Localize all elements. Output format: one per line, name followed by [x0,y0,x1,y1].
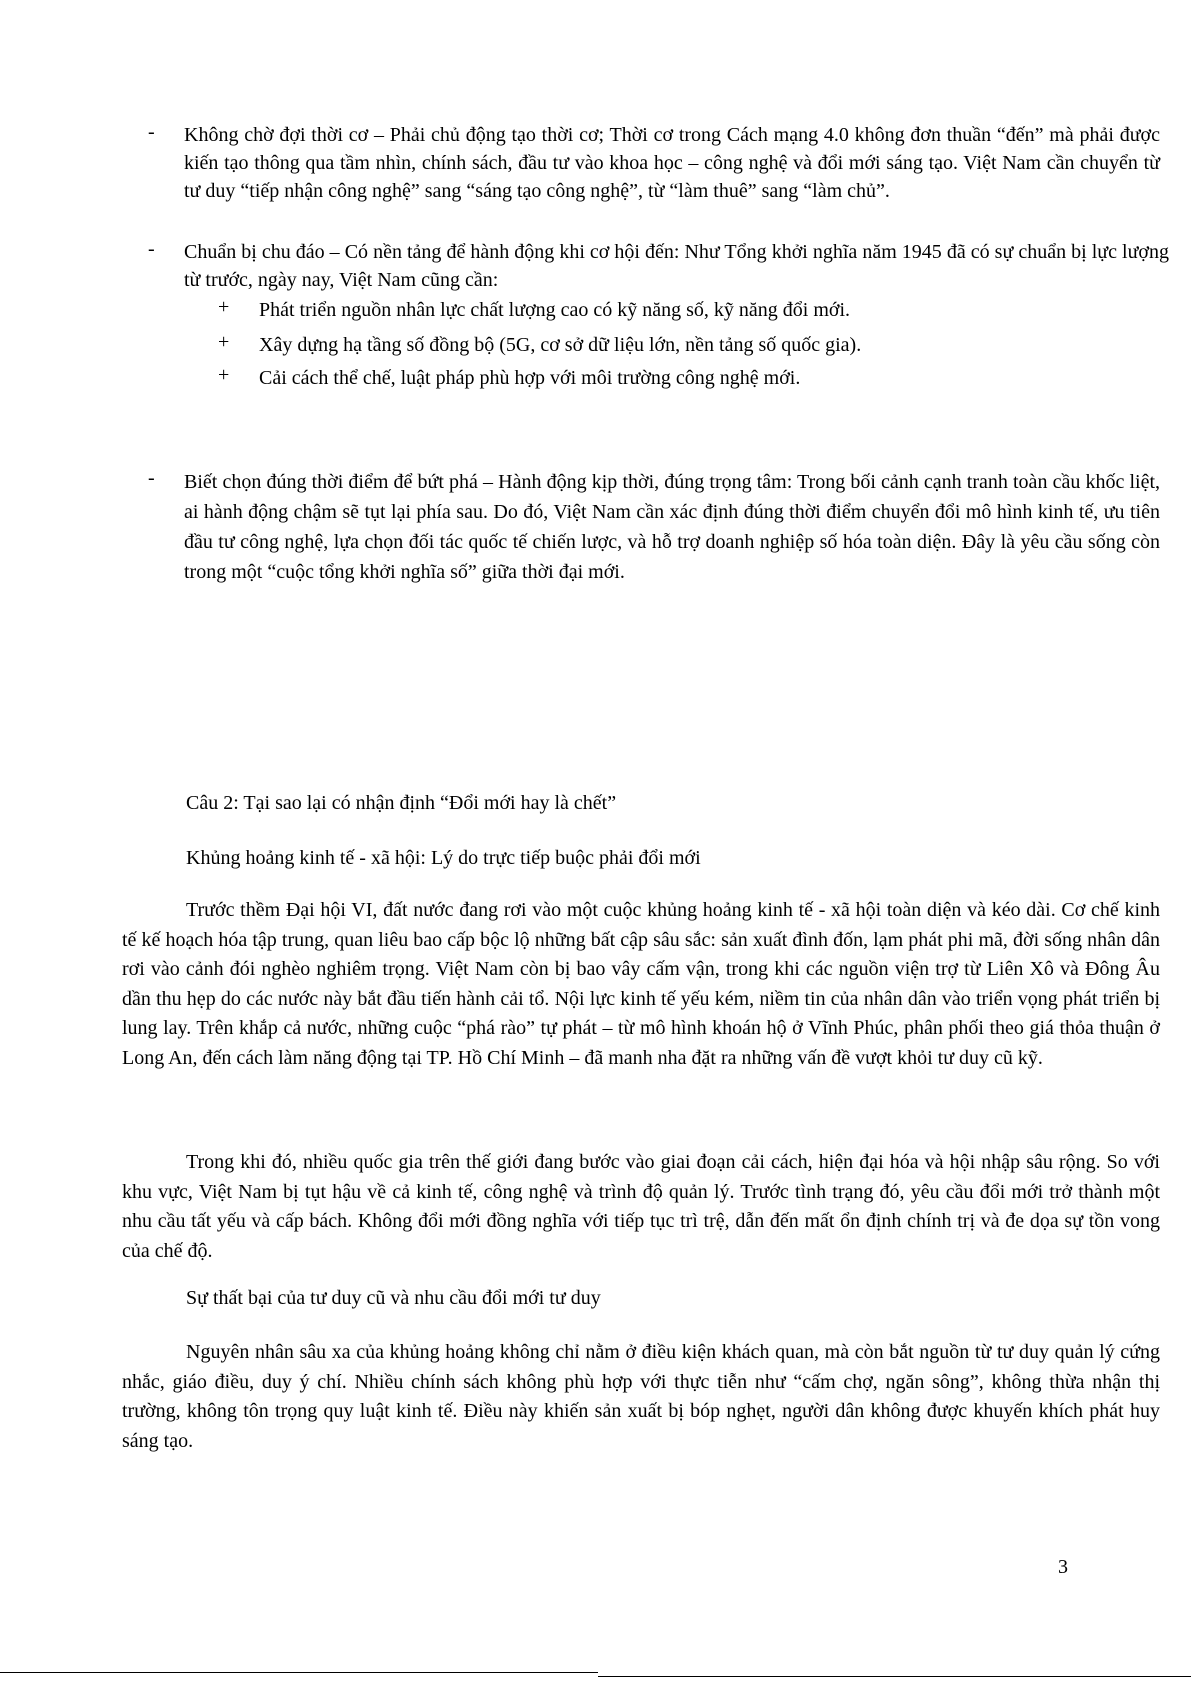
body-paragraph [122,896,1160,1073]
page-number: 3 [1058,1556,1068,1578]
bullet-text: Không chờ đợi thời cơ – Phải chủ động tạo thời cơ; Thời cơ trong Cách mạng 4.0 không đơn thuần “đến” mà phải được kiến tạo thông qua tầm nhìn, chính sách, đầu tư vào khoa học – công nghệ và đổi mới sáng tạo. Việt Nam cần chuyển từ tư duy “tiếp nhận công nghệ” sang “sáng tạo công nghệ”, từ “làm thuê” sang “làm chủ”. [184,124,1160,202]
sub-bullet-marker: + [218,296,230,318]
bullet-text: Biết chọn đúng thời điểm để bứt phá – Hành động kịp thời, đúng trọng tâm: Trong bối cảnh cạnh tranh toàn cầu khốc liệt, ai hành động chậm sẽ tụt lại phía sau. Do đó, Việt Nam cần xác định đúng thời điểm chuyển đổi mô hình kinh tế, ưu tiên đầu tư công nghệ, lựa chọn đối tác quốc tế chiến lược, và hỗ trợ doanh nghiệp số hóa toàn diện. Đây là yêu cầu sống còn trong một “cuộc tổng khởi nghĩa số” giữa thời đại mới. [184,471,1160,583]
section-heading-text: Khủng hoảng kinh tế - xã hội: Lý do trực tiếp buộc phải đổi mới [186,847,701,869]
sub-bullet-item [259,364,1159,392]
bullet-marker: - [148,121,155,143]
question-heading [186,789,1086,817]
paragraph-text: Trong khi đó, nhiều quốc gia trên thế giới đang bước vào giai đoạn cải cách, hiện đại hóa và hội nhập sâu rộng. So với khu vực, Việt Nam bị tụt hậu về cả kinh tế, công nghệ và trình độ quản lý. Trước tình trạng đó, yêu cầu đổi mới trở thành một nhu cầu tất yếu và cấp bách. Không đổi mới đồng nghĩa với tiếp tục trì trệ, dẫn đến mất ổn định chính trị và đe dọa sự tồn vong của chế độ. [122,1151,1160,1262]
bullet-marker: - [148,467,155,489]
paragraph-text: Trước thềm Đại hội VI, đất nước đang rơi vào một cuộc khủng hoảng kinh tế - xã hội toàn diện và kéo dài. Cơ chế kinh tế kế hoạch hóa tập trung, quan liêu bao cấp bộc lộ những bất cập sâu sắc: sản xuất đình đốn, lạm phát phi mã, đời sống nhân dân rơi vào cảnh đói nghèo nghiêm trọng. Việt Nam còn bị bao vây cấm vận, trong khi các nguồn viện trợ từ Liên Xô và Đông Âu dần thu hẹp do các nước này bắt đầu tiến hành cải tổ. Nội lực kinh tế yếu kém, niềm tin của nhân dân vào triển vọng phát triển bị lung lay. Trên khắp cả nước, những cuộc “phá rào” tự phát – từ mô hình khoán hộ ở Vĩnh Phúc, phân phối theo giá thỏa thuận ở Long An, đến cách làm năng động tại TP. Hồ Chí Minh – đã manh nha đặt ra những vấn đề vượt khỏi tư duy cũ kỹ. [122,899,1160,1069]
section-heading [186,844,1086,872]
sub-bullet-marker: + [218,331,230,353]
sub-bullet-item [259,331,1159,359]
section-heading [186,1284,1086,1312]
bullet-text: Chuẩn bị chu đáo – Có nền tảng để hành động khi cơ hội đến: Như Tổng khởi nghĩa năm 1945 đã có sự chuẩn bị lực lượng từ trước, ngày nay, Việt Nam cũng cần: [184,241,1169,291]
body-paragraph [122,1338,1160,1456]
sub-bullet-text: Phát triển nguồn nhân lực chất lượng cao có kỹ năng số, kỹ năng đổi mới. [259,299,851,321]
sub-bullet-marker: + [218,364,230,386]
bottom-divider [598,1676,1191,1677]
sub-bullet-text: Xây dựng hạ tầng số đồng bộ (5G, cơ sở dữ liệu lớn, nền tảng số quốc gia). [259,334,862,356]
bullet-item [184,467,1160,587]
bottom-divider [0,1672,598,1673]
bullet-marker: - [148,238,155,260]
bullet-item [184,238,1169,294]
question-heading-text: Câu 2: Tại sao lại có nhận định “Đổi mới hay là chết” [186,792,617,814]
sub-bullet-text: Cải cách thể chế, luật pháp phù hợp với môi trường công nghệ mới. [259,367,801,389]
sub-bullet-item [259,296,1159,324]
paragraph-text: Nguyên nhân sâu xa của khủng hoảng không chỉ nằm ở điều kiện khách quan, mà còn bắt nguồn từ tư duy quản lý cứng nhắc, giáo điều, duy ý chí. Nhiều chính sách không phù hợp với thực tiễn như “cấm chợ, ngăn sông”, không thừa nhận thị trường, không tôn trọng quy luật kinh tế. Điều này khiến sản xuất bị bóp nghẹt, người dân không được khuyến khích phát huy sáng tạo. [122,1341,1160,1452]
body-paragraph [122,1148,1160,1266]
bullet-item [184,121,1160,205]
section-heading-text: Sự thất bại của tư duy cũ và nhu cầu đổi mới tư duy [186,1287,601,1309]
